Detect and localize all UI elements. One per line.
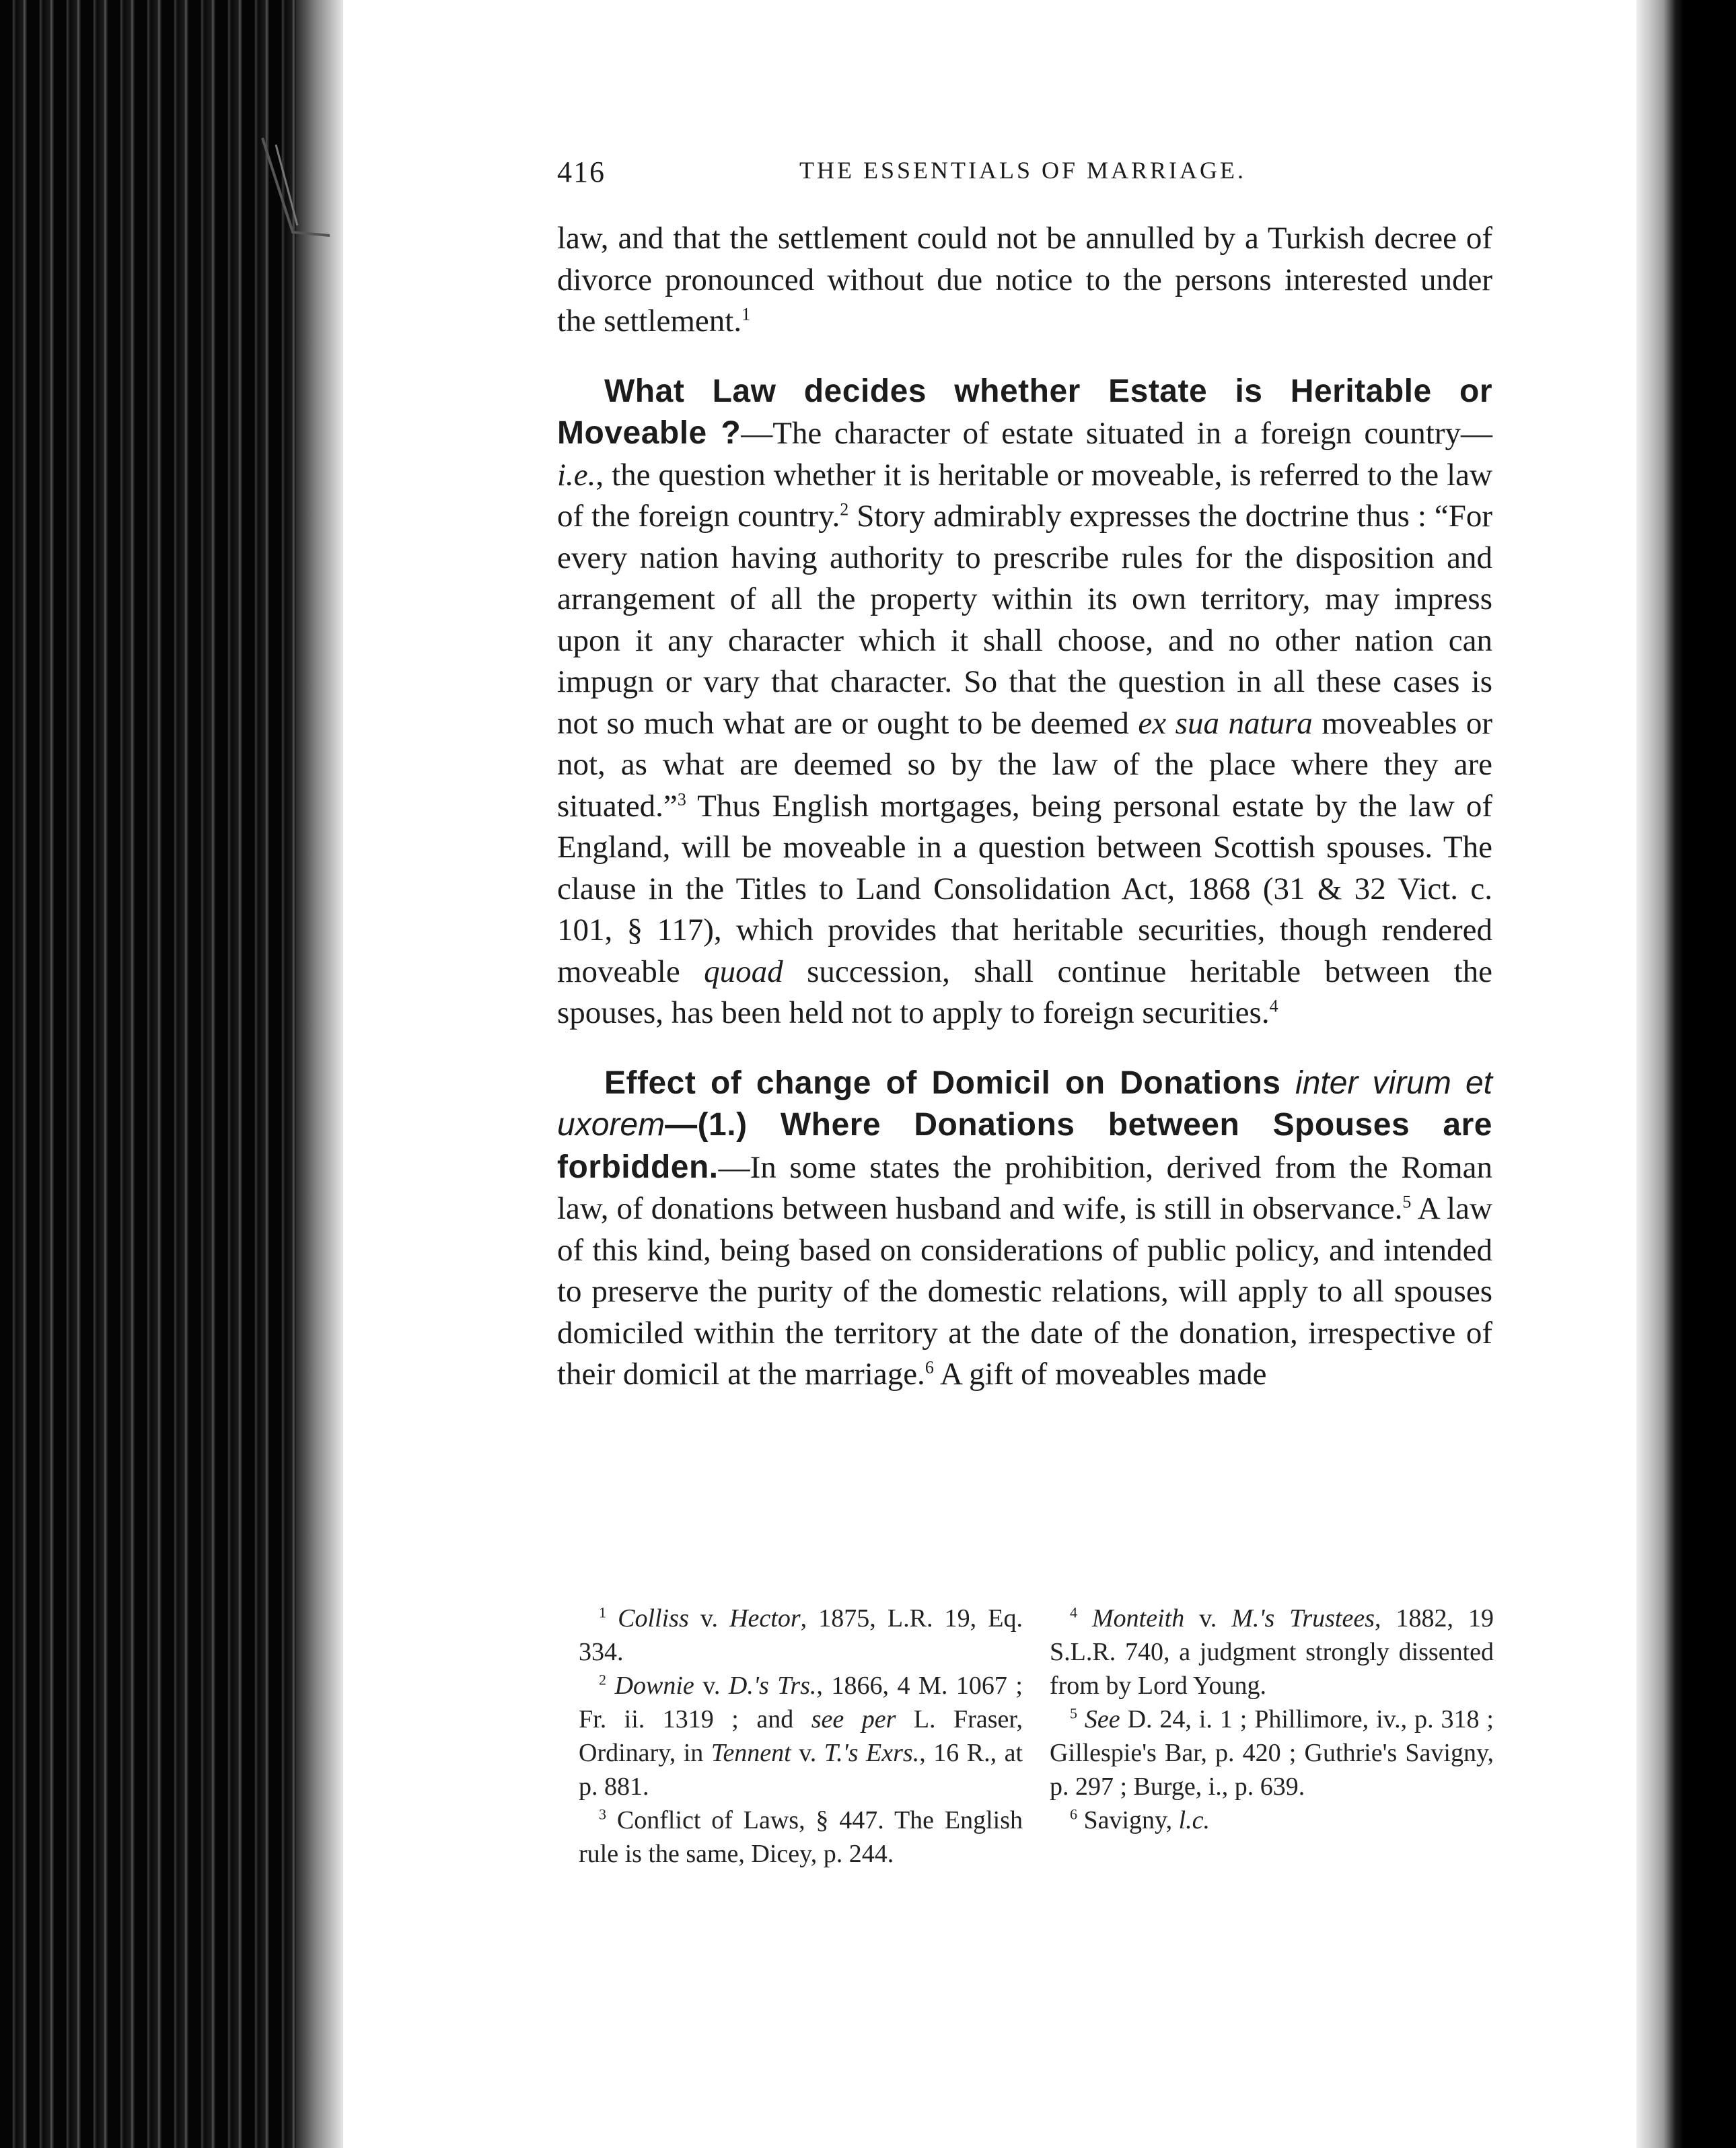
body-text bbox=[557, 218, 1492, 1396]
footnotes bbox=[579, 1602, 1494, 1871]
footnote-ref: 2 bbox=[840, 499, 849, 520]
footnotes-left-column bbox=[579, 1602, 1023, 1871]
page-number: 416 bbox=[557, 155, 606, 188]
footnote-5: $^5$ See D. 24, i. 1 ; Phillimore, iv., p. 318 ; Gillespie's Bar, p. 420 ; Guthrie's Savigny, p. 297 ; Burge, i., p. 639. bbox=[1050, 1705, 1494, 1801]
footnote-ref: 4 bbox=[1269, 996, 1278, 1016]
section-heritable-moveable: What Law decides whether Estate is Heritable or Moveable ?—The character of estate situated in a foreign country—i.e., the question whether it is heritable or moveable, is referred to the law of the foreign country.$^2$ Story admirably expresses the doctrine thus : “For every nation having authority to prescribe rules for the disposition and arrangement of all the property within its own territory, may impress upon it any character which it shall choose, and no other nation can impugn or vary that character. So that the question in all these cases is not so much what are or ought to be deemed ex sua natura moveables or not, as what are deemed so by the law of the place where they are situated.”$^3$ Thus English mortgages, being personal estate by the law of England, will be moveable in a question between Scottish spouses. The clause in the Titles to Land Consolidation Act, 1868 (31 & 32 Vict. c. 101, § 117), which provides that heritable securities, though rendered moveable quoad succession, shall continue heritable between the spouses, has been held not to apply to foreign securities.$^4$ bbox=[557, 373, 1493, 1030]
section-heading: What Law decides whether Estate is Heritable or Moveable ? bbox=[557, 373, 1492, 451]
footnote-ref: 1 bbox=[742, 304, 751, 324]
book-edge-left bbox=[0, 0, 323, 2148]
footnote-2: $^2$ Downie v. D.'s Trs., 1866, 4 M. 1067 ; Fr. ii. 1319 ; and see per L. Fraser, Ordinary, in Tennent v. T.'s Exrs., 16 R., at p. 881. bbox=[579, 1671, 1023, 1801]
book-page bbox=[557, 135, 1492, 1396]
footnote-ref: 6 bbox=[925, 1357, 934, 1377]
footnote-4: $^4$ Monteith v. M.'s Trustees, 1882, 19 S.L.R. 740, a judgment strongly dissented from by Lord Young. bbox=[1050, 1604, 1494, 1700]
section-heading: Effect of change of Domicil on Donations bbox=[604, 1065, 1296, 1101]
paragraph-continuation: law, and that the settlement could not be annulled by a Turkish decree of divorce pronounced without due notice to the persons interested under the settlement.$^1$ bbox=[557, 221, 1492, 338]
page-header bbox=[557, 155, 1492, 209]
footnotes-right-column bbox=[1050, 1602, 1494, 1871]
footnote-ref: 3 bbox=[677, 789, 686, 809]
page-gutter-shadow bbox=[296, 0, 343, 2148]
footnote-1: $^1$ Colliss v. Hector, 1875, L.R. 19, Eq. 334. bbox=[579, 1604, 1023, 1666]
running-head: THE ESSENTIALS OF MARRIAGE. bbox=[799, 157, 1247, 184]
footnote-3: $^3$ Conflict of Laws, § 447. The English rule is the same, Dicey, p. 244. bbox=[579, 1805, 1023, 1868]
book-edge-right bbox=[1636, 0, 1736, 2148]
pencil-mark-icon bbox=[256, 131, 336, 259]
footnote-ref: 5 bbox=[1402, 1192, 1412, 1212]
section-donations: Effect of change of Domicil on Donations inter virum et uxorem—(1.) Where Donations between Spouses are forbidden.—In some states the prohibition, derived from the Roman law, of donations between husband and wife, is still in observance.$^5$ A law of this kind, being based on considerations of public policy, and intended to preserve the purity of the domestic relations, will apply to all spouses domiciled within the territory at the date of the donation, irrespective of their domicil at the marriage.$^6$ A gift of moveables made bbox=[557, 1065, 1493, 1392]
footnote-6: $^6$ Savigny, l.c. bbox=[1070, 1805, 1210, 1834]
